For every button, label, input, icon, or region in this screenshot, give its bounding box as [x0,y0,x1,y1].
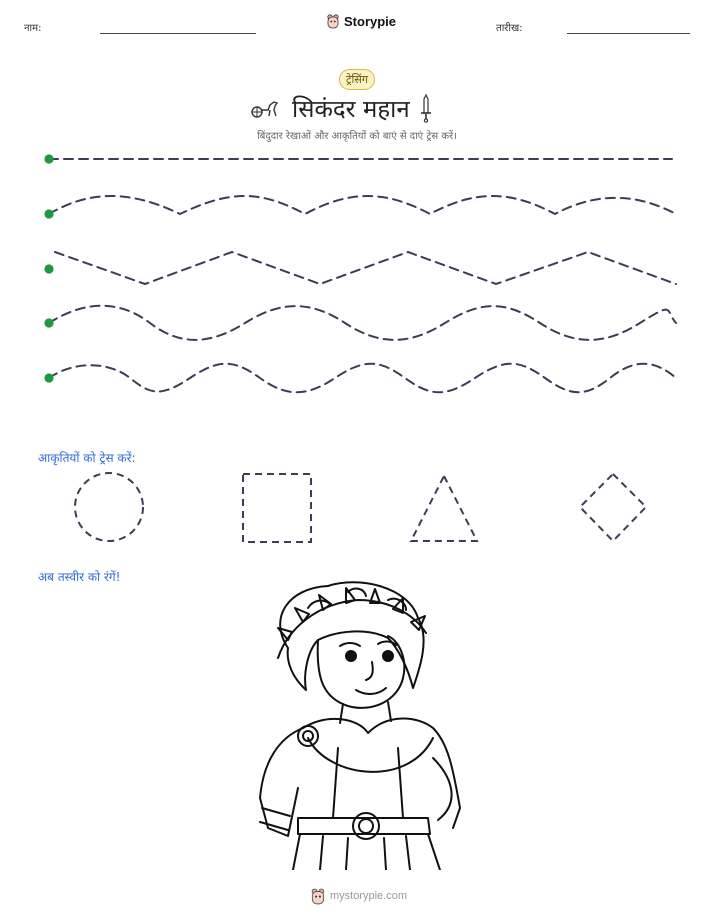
trace-square[interactable] [243,474,311,542]
sword-icon [420,93,432,123]
tracing-line-wave-1[interactable] [49,196,676,214]
page-title: सिकंदर महान [292,94,410,123]
brand-logo [326,13,396,29]
title-row [250,92,462,124]
tracing-badge: ट्रेसिंग [339,69,375,90]
tracing-line-zigzag[interactable] [55,252,676,284]
tracing-line-wave-3[interactable] [49,364,676,393]
name-label: नाम: [24,23,42,34]
date-label: तारीख: [496,23,523,34]
footer [310,887,407,905]
footer-site-link[interactable]: mystorypie.com [330,890,408,902]
shapes-heading: आकृतियों को ट्रेस करें: [38,451,136,465]
start-dot [44,264,53,273]
tracing-shapes [0,466,714,550]
name-field-line[interactable] [100,33,256,34]
tracing-lines [0,140,714,400]
coloring-heading: अब तस्वीर को रंगें! [38,570,121,584]
brand-name: Storypie [344,13,397,29]
start-dot [44,209,53,218]
start-dot [44,373,53,382]
storypie-mascot-icon [310,887,326,905]
start-dot [44,318,53,327]
trace-circle[interactable] [75,473,143,541]
trace-triangle[interactable] [411,476,477,541]
horse-chariot-icon [250,97,282,119]
start-dot [44,154,53,163]
date-field-line[interactable] [567,33,690,34]
instructions-text: बिंदुदार रेखाओं और आकृतियों को बाएं से दाएं ट्रेस करें। [257,131,457,142]
badge-row [0,68,714,87]
storypie-mascot-icon [326,13,340,29]
alexander-coloring-figure[interactable] [248,578,468,870]
trace-diamond[interactable] [580,474,646,541]
tracing-line-wave-2[interactable] [49,306,676,340]
